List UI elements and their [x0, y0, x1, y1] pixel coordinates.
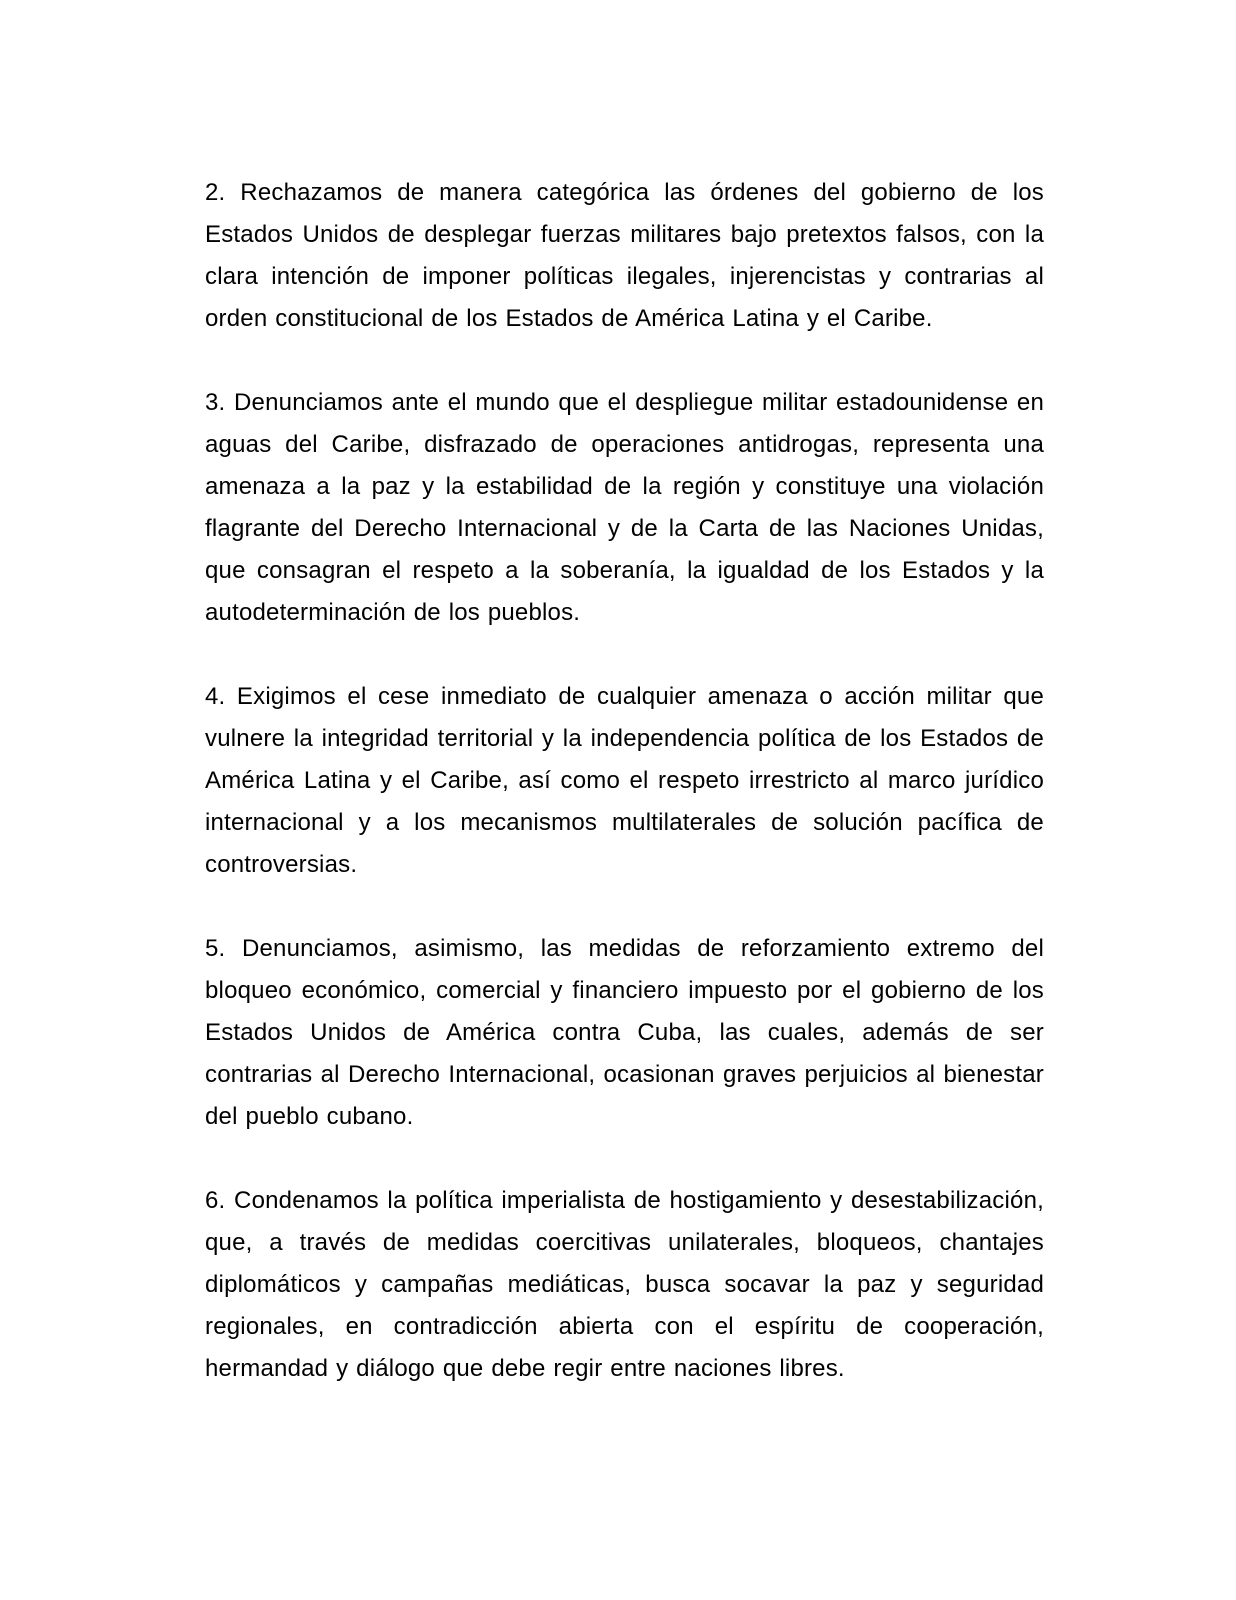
- paragraph-4: 4. Exigimos el cese inmediato de cualquier amenaza o acción militar que vulnere la integridad territorial y la independencia política de los Estados de América Latina y el Caribe, así como el respeto irrestricto al marco jurídico internacional y a los mecanismos multilaterales de solución pacífica de controversias.: [205, 683, 1044, 878]
- paragraph-3: 3. Denunciamos ante el mundo que el despliegue militar estadounidense en aguas del Caribe, disfrazado de operaciones antidrogas, representa una amenaza a la paz y la estabilidad de la región y constituye una violación flagrante del Derecho Internacional y de la Carta de las Naciones Unidas, que consagran el respeto a la soberanía, la igualdad de los Estados y la autodeterminación de los pueblos.: [205, 389, 1044, 626]
- paragraph-5: 5. Denunciamos, asimismo, las medidas de reforzamiento extremo del bloqueo económico, comercial y financiero impuesto por el gobierno de los Estados Unidos de América contra Cuba, las cuales, además de ser contrarias al Derecho Internacional, ocasionan graves perjuicios al bienestar del pueblo cubano.: [205, 935, 1044, 1130]
- paragraph-6: 6. Condenamos la política imperialista de hostigamiento y desestabilización, que, a través de medidas coercitivas unilaterales, bloqueos, chantajes diplomáticos y campañas mediáticas, busca socavar la paz y seguridad regionales, en contradicción abierta con el espíritu de cooperación, hermandad y diálogo que debe regir entre naciones libres.: [205, 1187, 1044, 1382]
- paragraph-2: 2. Rechazamos de manera categórica las órdenes del gobierno de los Estados Unidos de desplegar fuerzas militares bajo pretextos falsos, con la clara intención de imponer políticas ilegales, injerencistas y contrarias al orden constitucional de los Estados de América Latina y el Caribe.: [205, 179, 1044, 332]
